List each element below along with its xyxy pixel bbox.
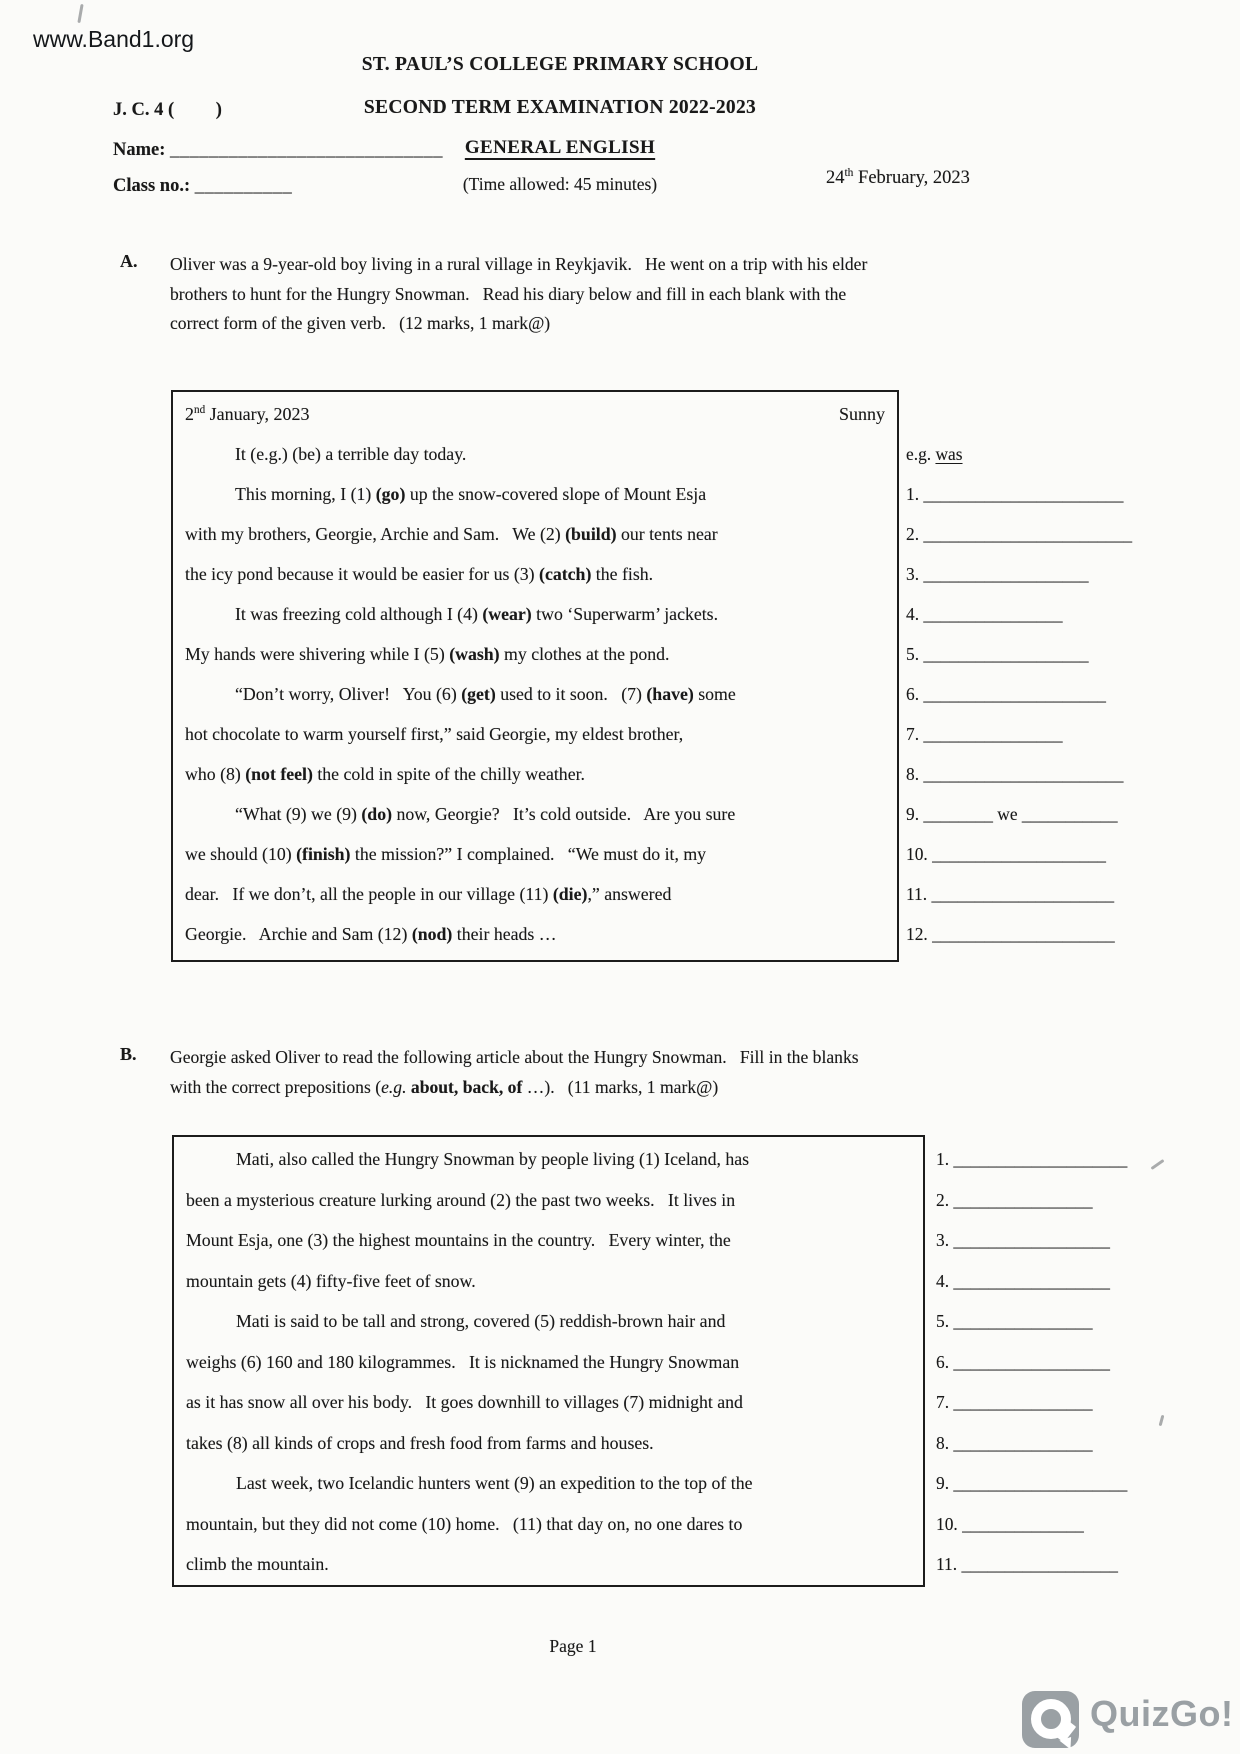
diary-line: hot chocolate to warm yourself first,” said Georgie, my eldest brother, (185, 724, 684, 744)
article-line: mountain, but they did not come (10) home. (11) that day on, no one dares to (186, 1513, 743, 1534)
diary-line: we should (10) (finish) the mission?” I complained. “We must do it, my (185, 844, 707, 864)
diary-date: 2nd January, 2023 (185, 404, 310, 424)
instruction-line: correct form of the given verb. (12 marks, 1 mark@) (170, 313, 551, 333)
time-allowed: (Time allowed: 45 minutes) (462, 174, 658, 194)
diary-line: Georgie. Archie and Sam (12) (nod) their heads … (185, 924, 557, 944)
diary-line: “What (9) we (9) (do) now, Georgie? It’s cold outside. Are you sure (185, 804, 736, 824)
exam-date: 24th February, 2023 (826, 166, 970, 188)
article-line: mountain gets (4) fifty-five feet of snow. (186, 1270, 476, 1291)
answer-blank: 3. __________________ (936, 1230, 1110, 1250)
answer-blank: 6. _____________________ (906, 684, 1106, 704)
name-blank: ____________________________ (170, 140, 444, 160)
answer-blank: 9. ________ we ___________ (906, 804, 1118, 824)
article-line: Mati is said to be tall and strong, covered (5) reddish-brown hair and (186, 1311, 726, 1331)
article-line: Mati, also called the Hungry Snowman by people living (1) Iceland, has (186, 1149, 750, 1169)
instruction-line: brothers to hunt for the Hungry Snowman. Read his diary below and fill in each blank with the (170, 283, 847, 304)
diary-line: “Don’t worry, Oliver! You (6) (get) used to it soon. (7) (have) some (185, 684, 736, 704)
section-b-instructions (170, 1043, 859, 1102)
answer-example: e.g. was (906, 444, 963, 464)
diary-line: with my brothers, Georgie, Archie and Sam. We (2) (build) our tents near (185, 524, 718, 544)
section-a-label: A. (120, 251, 138, 271)
answer-blank: 8. _______________________ (906, 764, 1124, 784)
school-name: ST. PAUL’S COLLEGE PRIMARY SCHOOL (361, 54, 759, 75)
answer-blank: 7. ________________ (936, 1392, 1093, 1412)
article-line: weighs (6) 160 and 180 kilogrammes. It is nicknamed the Hungry Snowman (186, 1351, 740, 1372)
diary-line: the icy pond because it would be easier for us (3) (catch) the fish. (185, 564, 654, 584)
diary-line: This morning, I (1) (go) up the snow-covered slope of Mount Esja (185, 484, 707, 504)
instruction-line: Oliver was a 9-year-old boy living in a rural village in Reykjavik. He went on a trip with his elder (170, 254, 868, 274)
answer-blank: 3. ___________________ (906, 564, 1089, 584)
article-box (172, 1135, 925, 1587)
answer-blank: 2. ________________ (936, 1189, 1093, 1210)
instruction-line: Georgie asked Oliver to read the following article about the Hungry Snowman. Fill in the blanks (170, 1047, 859, 1067)
article-line: as it has snow all over his body. It goes downhill to villages (7) midnight and (186, 1392, 743, 1412)
quizgo-logo (1022, 1691, 1079, 1748)
scan-artifact (1150, 1159, 1164, 1170)
answer-blank: 5. ___________________ (906, 644, 1089, 664)
scan-artifact (77, 4, 83, 23)
article-text (186, 1139, 911, 1585)
diary-line: My hands were shivering while I (5) (wash) my clothes at the pond. (185, 644, 670, 664)
diary-line: who (8) (not feel) the cold in spite of the chilly weather. (185, 764, 585, 784)
article-line: climb the mountain. (186, 1554, 329, 1574)
class-no-row (113, 176, 292, 197)
exam-title: SECOND TERM EXAMINATION 2022-2023 (363, 97, 757, 118)
answer-blank: 6. __________________ (936, 1351, 1110, 1372)
diary-box (171, 390, 899, 962)
subject-title-text: GENERAL ENGLISH (464, 137, 656, 158)
article-line: takes (8) all kinds of crops and fresh food from farms and houses. (186, 1432, 654, 1453)
instruction-line: with the correct prepositions (e.g. about, back, of …). (11 marks, 1 mark@) (170, 1076, 719, 1097)
diary-line: It (e.g.) (be) a terrible day today. (185, 444, 467, 464)
section-a-answer-list (906, 474, 1132, 954)
name-row (113, 140, 443, 161)
pencil-tip-icon (1059, 1733, 1076, 1749)
diary-header (185, 394, 885, 434)
class-line: J. C. 4 ( ) (113, 100, 222, 120)
section-b-answers (936, 1139, 1127, 1585)
diary-text (185, 434, 885, 954)
answer-blank: 4. ________________ (906, 604, 1063, 624)
answer-blank: 10. ______________ (936, 1513, 1084, 1534)
scan-artifact (1159, 1415, 1165, 1426)
answer-blank: 5. ________________ (936, 1311, 1093, 1331)
answer-blank: 7. ________________ (906, 724, 1063, 744)
article-line: been a mysterious creature lurking around (2) the past two weeks. It lives in (186, 1189, 736, 1210)
diary-line: dear. If we don’t, all the people in our village (11) (die),” answered (185, 884, 672, 904)
name-label: Name: (113, 140, 166, 160)
class-no-label: Class no.: (113, 176, 191, 196)
section-a-instructions (170, 250, 867, 339)
answer-blank: 11. __________________ (936, 1554, 1118, 1574)
answer-blank: 2. ________________________ (906, 524, 1133, 544)
answer-blank: 10. ____________________ (906, 844, 1106, 864)
weather-label: Sunny (838, 404, 885, 424)
section-a-answers (906, 434, 1132, 954)
website-watermark: www.Band1.org (33, 26, 195, 52)
answer-blank: 8. ________________ (936, 1432, 1093, 1453)
section-b-label: B. (120, 1044, 137, 1064)
answer-blank: 1. _______________________ (906, 484, 1124, 504)
article-line: Last week, two Icelandic hunters went (9) an expedition to the top of the (186, 1473, 753, 1493)
answer-blank: 11. _____________________ (906, 884, 1115, 904)
article-line: Mount Esja, one (3) the highest mountains in the country. Every winter, the (186, 1230, 731, 1250)
answer-blank: 12. _____________________ (906, 924, 1115, 944)
answer-blank: 9. ____________________ (936, 1473, 1128, 1493)
answer-blank: 1. ____________________ (936, 1149, 1128, 1169)
brand-name: QuizGo! (1090, 1693, 1234, 1734)
class-no-blank: __________ (194, 176, 293, 196)
diary-line: It was freezing cold although I (4) (wear) two ‘Superwarm’ jackets. (185, 604, 719, 624)
answer-blank: 4. __________________ (936, 1270, 1110, 1291)
page-number: Page 1 (549, 1636, 597, 1656)
